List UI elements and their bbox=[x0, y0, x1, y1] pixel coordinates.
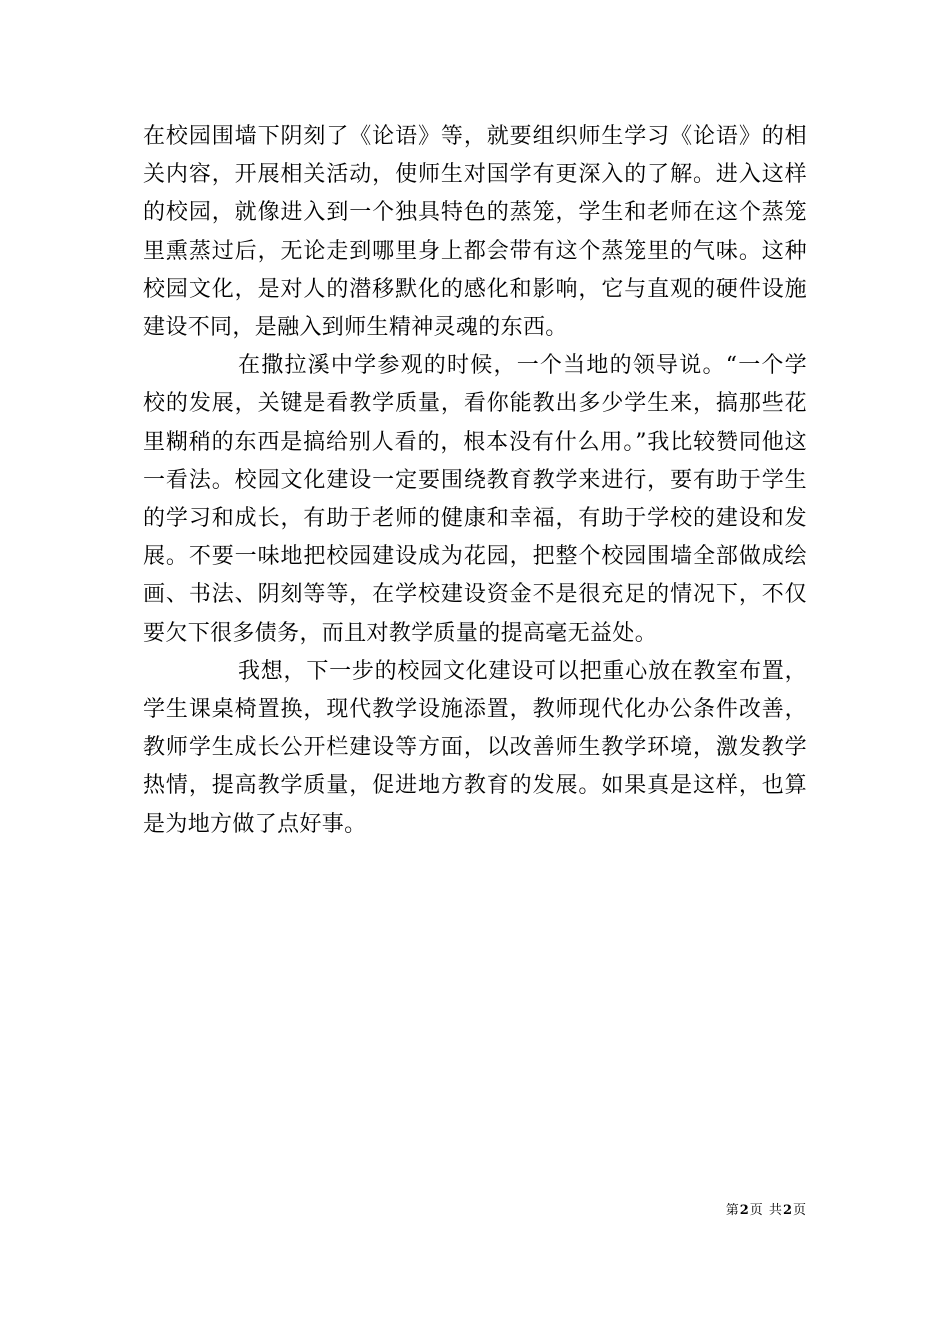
footer-middle: 页 共 bbox=[749, 1203, 783, 1218]
paragraph-2: 在撒拉溪中学参观的时候，一个当地的领导说。“一个学校的发展，关键是看教学质量，看你能教出多少学生来，搞那些花里糊稍的东西是搞给别人看的，根本没有什么用。”我比较赞同他这一看法。校园文化建设一定要围绕教育教学来进行，要有助于学生的学习和成长，有助于老师的健康和幸福，有助于学校的建设和发展。不要一味地把校园建设成为花园，把整个校园围墙全部做成绘画、书法、阴刻等等，在学校建设资金不是很充足的情况下，不仅要欠下很多债务，而且对教学质量的提高毫无益处。 bbox=[143, 353, 807, 646]
paragraph-1: 在校园围墙下阴刻了《论语》等，就要组织师生学习《论语》的相关内容，开展相关活动，使师生对国学有更深入的了解。进入这样的校园，就像进入到一个独具特色的蒸笼，学生和老师在这个蒸笼里熏蒸过后，无论走到哪里身上都会带有这个蒸笼里的气味。这种校园文化，是对人的潜移默化的感化和影响，它与直观的硬件设施建设不同，是融入到师生精神灵魂的东西。 bbox=[143, 124, 807, 341]
current-page-number: 2 bbox=[739, 1203, 750, 1218]
page-number-footer bbox=[726, 1203, 807, 1219]
footer-prefix: 第 bbox=[725, 1203, 740, 1218]
document-body bbox=[143, 118, 807, 844]
total-page-number: 2 bbox=[782, 1203, 793, 1218]
footer-suffix: 页 bbox=[792, 1203, 807, 1218]
paragraph-3: 我想，下一步的校园文化建设可以把重心放在教室布置，学生课桌椅置换，现代教学设施添置，教师现代化办公条件改善，教师学生成长公开栏建设等方面，以改善师生教学环境，激发教学热情，提高教学质量，促进地方教育的发展。如果真是这样，也算是为地方做了点好事。 bbox=[143, 658, 807, 837]
